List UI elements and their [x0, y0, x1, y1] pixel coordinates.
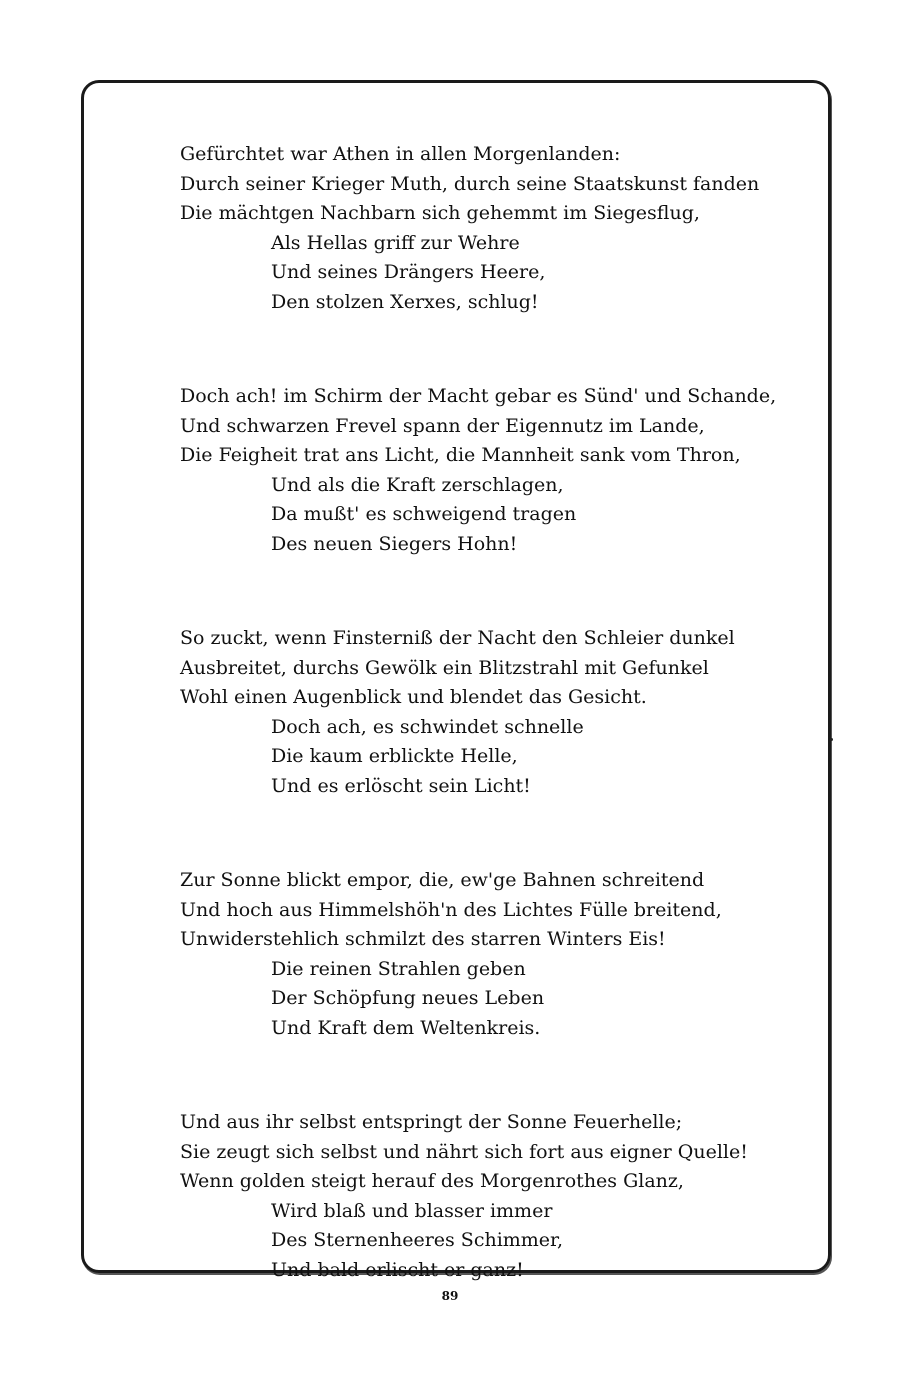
stanza-1 [180, 140, 800, 317]
poem-line: Doch ach! im Schirm der Macht gebar es Sünd' und Schande, [180, 385, 777, 407]
poem-line: Ausbreitet, durchs Gewölk ein Blitzstrahl mit Gefunkel [180, 656, 709, 679]
poem-line-indented: Und es erlöscht sein Licht! [271, 774, 531, 797]
poem-line: Wohl einen Augenblick und blendet das Gesicht. [180, 686, 647, 708]
poem-line: Wenn golden steigt herauf des Morgenrothes Glanz, [180, 1170, 684, 1192]
poem-line-indented: Und seines Drängers Heere, [271, 261, 546, 283]
stanza-3 [180, 624, 800, 801]
stanza-5 [180, 1108, 800, 1285]
poem-line-indented: Die kaum erblickte Helle, [271, 745, 518, 767]
poem-line-indented: Als Hellas griff zur Wehre [271, 231, 520, 254]
poem-line-indented: Den stolzen Xerxes, schlug! [271, 290, 539, 313]
poem-line-indented: Des Sternenheeres Schimmer, [271, 1229, 564, 1251]
poem-line-indented: Wird blaß und blasser immer [271, 1199, 553, 1222]
poem [180, 140, 800, 1350]
poem-line-indented: Und bald erlischt er ganz! [271, 1258, 524, 1281]
poem-line: Und schwarzen Frevel spann der Eigennutz im Lande, [180, 414, 705, 437]
ink-speck [830, 738, 833, 741]
poem-line-indented: Da mußt' es schweigend tragen [271, 503, 577, 525]
poem-line: Und hoch aus Himmelshöh'n des Lichtes Fülle breitend, [180, 898, 722, 921]
poem-line-indented: Und als die Kraft zerschlagen, [271, 473, 564, 496]
poem-line: Durch seiner Krieger Muth, durch seine Staatskunst fanden [180, 172, 760, 195]
stanza-4 [180, 866, 800, 1043]
poem-line: Die mächtgen Nachbarn sich gehemmt im Siegesflug, [180, 202, 700, 224]
poem-line: Gefürchtet war Athen in allen Morgenlanden: [180, 143, 621, 165]
stanza-2 [180, 382, 800, 559]
poem-line: Die Feigheit trat ans Licht, die Mannheit sank vom Thron, [180, 444, 741, 466]
poem-line-indented: Doch ach, es schwindet schnelle [271, 715, 584, 738]
poem-line: Und aus ihr selbst entspringt der Sonne Feuerhelle; [180, 1111, 683, 1133]
page-number: 89 [441, 1289, 459, 1303]
poem-line: Sie zeugt sich selbst und nährt sich fort aus eigner Quelle! [180, 1140, 748, 1163]
poem-line: Unwiderstehlich schmilzt des starren Winters Eis! [180, 928, 666, 950]
poem-line: So zuckt, wenn Finsterniß der Nacht den Schleier dunkel [180, 627, 735, 649]
poem-line: Zur Sonne blickt empor, die, ew'ge Bahnen schreitend [180, 869, 705, 891]
poem-line-indented: Die reinen Strahlen geben [271, 957, 526, 980]
poem-line-indented: Und Kraft dem Weltenkreis. [271, 1016, 541, 1039]
poem-line-indented: Des neuen Siegers Hohn! [271, 532, 518, 555]
poem-line-indented: Der Schöpfung neues Leben [271, 987, 545, 1009]
